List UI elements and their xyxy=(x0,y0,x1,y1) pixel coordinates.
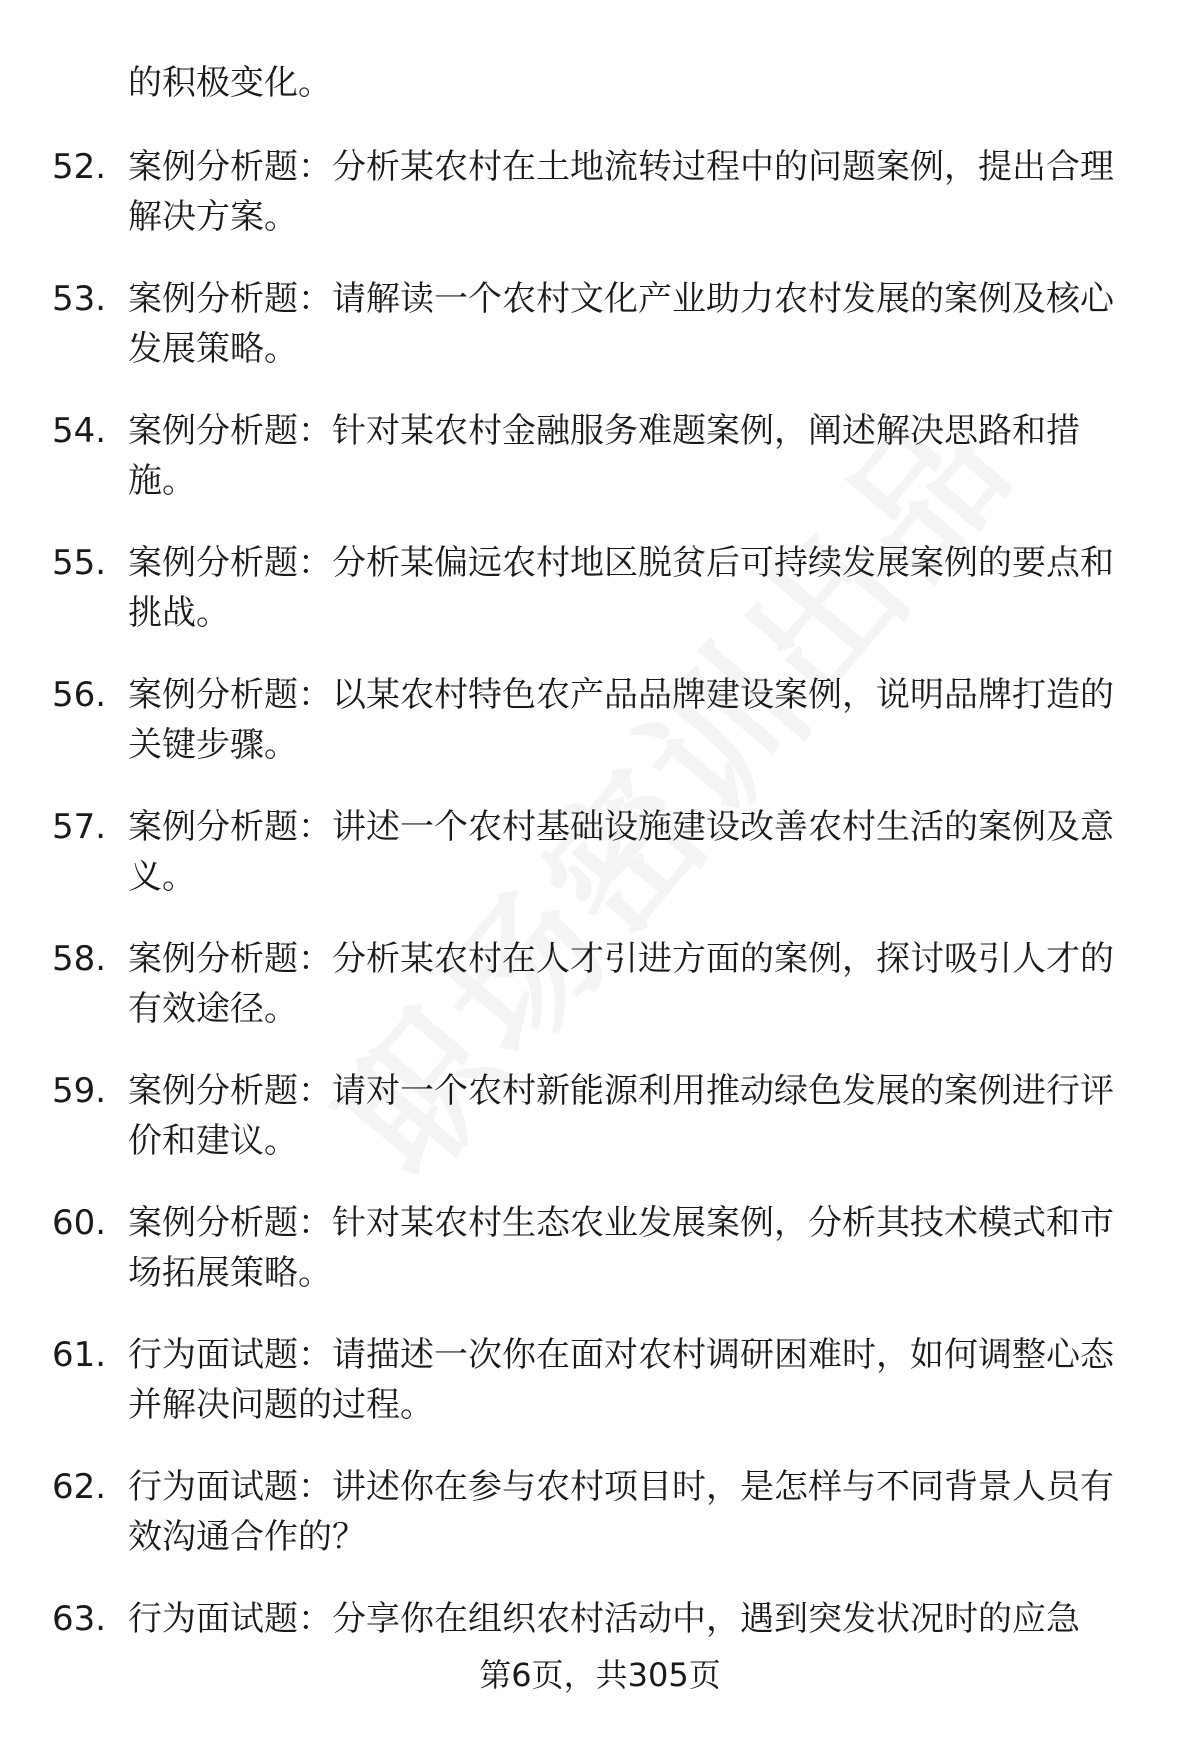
continuation-text: 的积极变化。 xyxy=(128,63,332,103)
question-number: 53. xyxy=(52,279,107,319)
question-number: 62. xyxy=(52,1467,107,1507)
question-text: 案例分析题：针对某农村金融服务难题案例，阐述解决思路和措施。 xyxy=(128,411,1080,501)
question-number: 55. xyxy=(52,543,107,583)
question-item xyxy=(0,1066,1200,1198)
question-number: 54. xyxy=(52,411,107,451)
question-number: 60. xyxy=(52,1203,107,1243)
question-text: 行为面试题：请描述一次你在面对农村调研困难时，如何调整心态并解决问题的过程。 xyxy=(128,1335,1114,1425)
question-number: 57. xyxy=(52,807,107,847)
question-text: 案例分析题：以某农村特色农产品品牌建设案例，说明品牌打造的关键步骤。 xyxy=(128,675,1114,765)
question-text: 案例分析题：请解读一个农村文化产业助力农村发展的案例及核心发展策略。 xyxy=(128,279,1114,369)
question-number: 52. xyxy=(52,147,107,187)
question-item xyxy=(0,1198,1200,1330)
question-number: 61. xyxy=(52,1335,107,1375)
question-item xyxy=(0,1330,1200,1462)
question-text: 案例分析题：分析某农村在人才引进方面的案例，探讨吸引人才的有效途径。 xyxy=(128,939,1114,1029)
question-text: 案例分析题：分析某农村在土地流转过程中的问题案例，提出合理解决方案。 xyxy=(128,147,1114,237)
question-item xyxy=(0,538,1200,670)
question-number: 58. xyxy=(52,939,107,979)
question-text: 案例分析题：分析某偏远农村地区脱贫后可持续发展案例的要点和挑战。 xyxy=(128,543,1114,633)
question-number: 56. xyxy=(52,675,107,715)
question-item xyxy=(0,142,1200,274)
question-text: 案例分析题：讲述一个农村基础设施建设改善农村生活的案例及意义。 xyxy=(128,807,1114,897)
question-number: 59. xyxy=(52,1071,107,1111)
question-item xyxy=(0,934,1200,1066)
question-text: 行为面试题：分享你在组织农村活动中，遇到突发状况时的应急 xyxy=(128,1599,1080,1639)
page-footer: 第6页，共305页 xyxy=(479,1656,721,1694)
question-item xyxy=(0,274,1200,406)
question-text: 案例分析题：请对一个农村新能源利用推动绿色发展的案例进行评价和建议。 xyxy=(128,1071,1114,1161)
question-list xyxy=(0,142,1200,1726)
question-text: 案例分析题：针对某农村生态农业发展案例，分析其技术模式和市场拓展策略。 xyxy=(128,1203,1114,1293)
question-item xyxy=(0,1462,1200,1594)
question-item xyxy=(0,802,1200,934)
question-item xyxy=(0,406,1200,538)
question-item xyxy=(0,670,1200,802)
question-text: 行为面试题：讲述你在参与农村项目时，是怎样与不同背景人员有效沟通合作的？ xyxy=(128,1467,1114,1557)
question-number: 63. xyxy=(52,1599,107,1639)
